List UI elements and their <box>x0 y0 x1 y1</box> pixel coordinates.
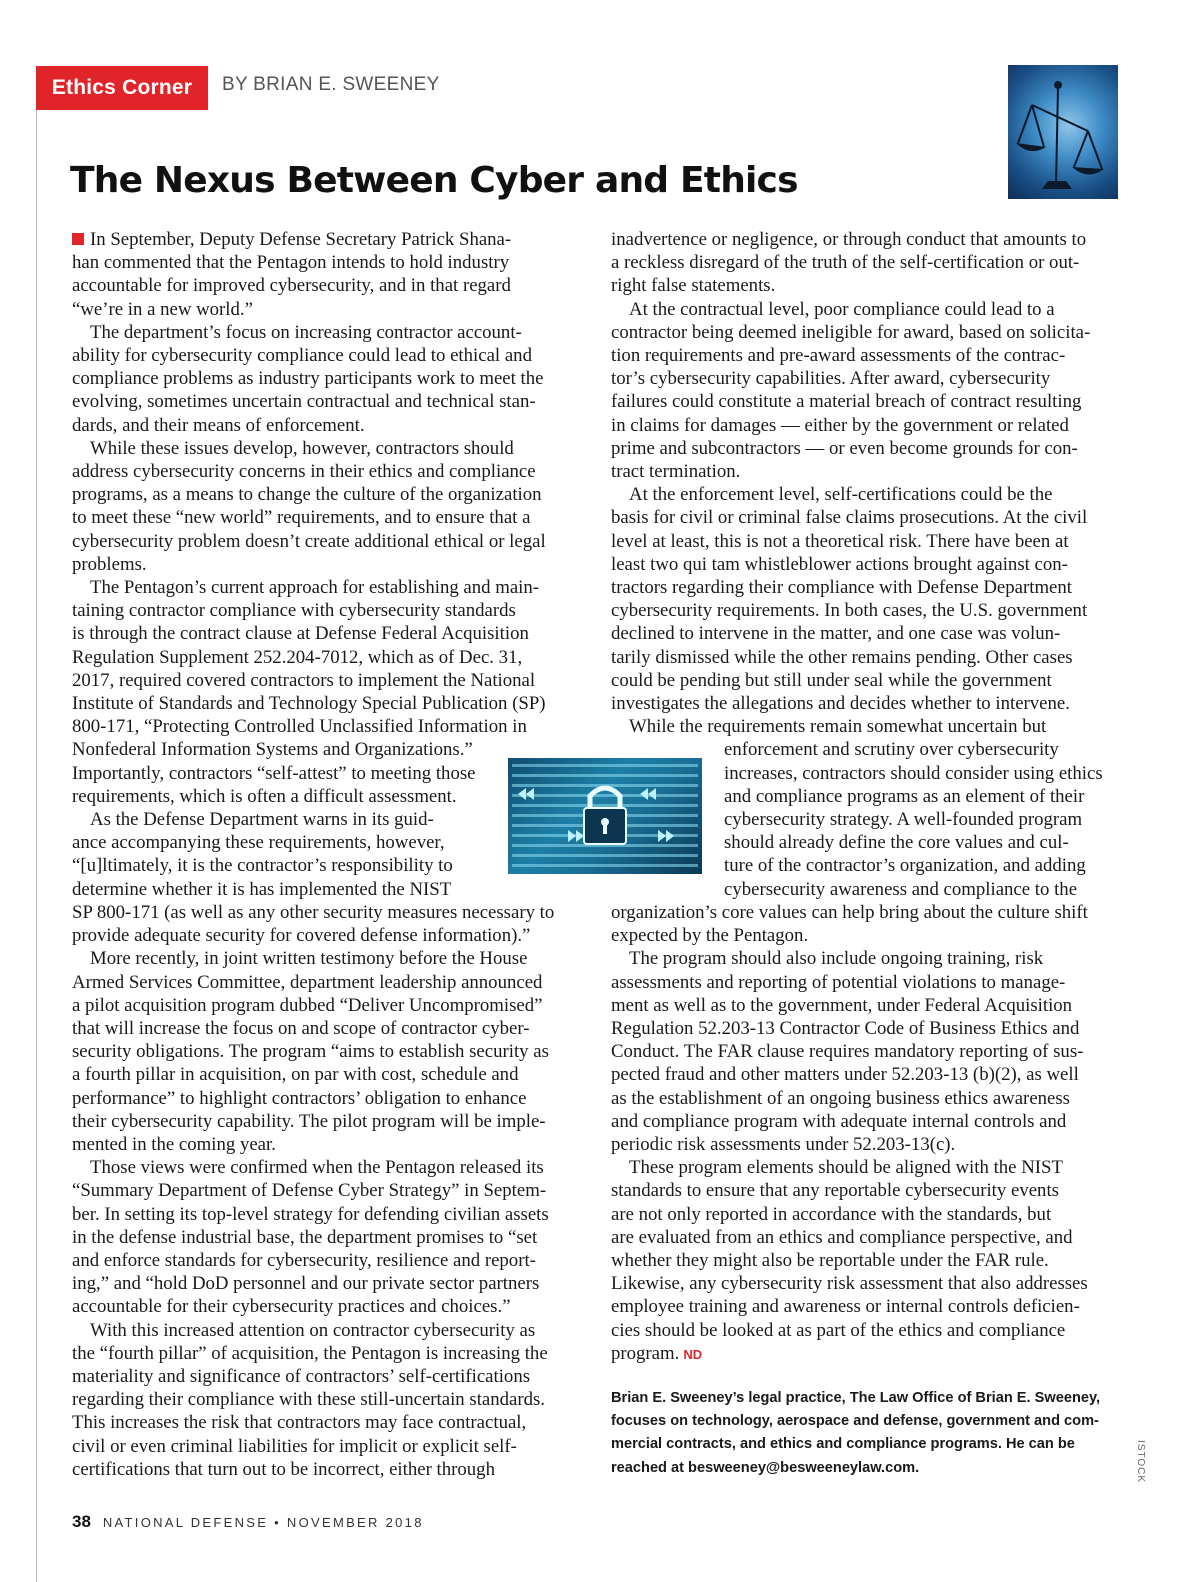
line-text: Regulation Supplement 252.204-7012, which as of Dec. 31, <box>72 646 523 668</box>
line-text: ability for cybersecurity compliance could lead to ethical and <box>72 345 532 367</box>
photo-credit: ISTOCK <box>1135 1440 1146 1484</box>
text-line <box>611 1342 1117 1366</box>
text-line <box>72 321 579 344</box>
text-line <box>72 506 579 529</box>
bio-line: mercial contracts, and ethics and compliance programs. He can be <box>611 1436 1075 1453</box>
line-text: requirements, which is often a difficult assessment. <box>72 785 457 807</box>
text-line <box>72 1133 579 1156</box>
line-text: certifications that turn out to be incorrect, either through <box>72 1458 495 1480</box>
line-text: This increases the risk that contractors may face contractual, <box>72 1412 527 1434</box>
article-title: The Nexus Between Cyber and Ethics <box>70 160 798 201</box>
text-line <box>611 947 1117 970</box>
line-text: Those views were confirmed when the Pentagon released its <box>90 1157 544 1179</box>
text-line <box>611 437 1117 460</box>
publication-info: NATIONAL DEFENSE • NOVEMBER 2018 <box>102 1515 424 1530</box>
binary-code-padlock-photo <box>508 758 702 874</box>
line-text: problems. <box>72 553 147 575</box>
text-line <box>72 367 579 390</box>
line-text: At the enforcement level, self-certifications could be the <box>629 484 1053 506</box>
text-line <box>611 1272 1117 1295</box>
author-bio <box>611 1387 1117 1480</box>
text-line <box>611 994 1117 1017</box>
line-text: The department’s focus on increasing contractor account- <box>90 321 522 343</box>
line-text: is through the contract clause at Defense Federal Acquisition <box>72 623 529 645</box>
line-text: programs, as a means to change the culture of the organization <box>72 484 542 506</box>
text-line <box>611 553 1117 576</box>
text-line <box>611 460 1117 483</box>
line-text: tractors regarding their compliance with Defense Department <box>611 577 1072 599</box>
line-text: ber. In setting its top-level strategy for defending civilian assets <box>72 1203 549 1225</box>
text-line <box>72 994 579 1017</box>
line-text: Importantly, contractors “self-attest” to meeting those <box>72 762 476 784</box>
line-text: enforcement and scrutiny over cybersecurity <box>724 739 1059 761</box>
line-text: and enforce standards for cybersecurity, resilience and report- <box>72 1249 536 1271</box>
line-text: performance” to highlight contractors’ obligation to enhance <box>72 1087 527 1109</box>
text-line <box>611 1226 1117 1249</box>
text-line <box>72 437 579 460</box>
left-margin-rule <box>36 66 37 1582</box>
text-line <box>611 878 1117 901</box>
line-text: the “fourth pillar” of acquisition, the Pentagon is increasing the <box>72 1342 548 1364</box>
text-line <box>72 530 579 553</box>
line-text: assessments and reporting of potential violations to manage- <box>611 971 1066 993</box>
line-text: could be pending but still under seal while the government <box>611 669 1052 691</box>
line-text: ance accompanying these requirements, however, <box>72 832 445 854</box>
line-text: “Summary Department of Defense Cyber Strategy” in Septem- <box>72 1180 547 1202</box>
line-text: As the Defense Department warns in its guid- <box>90 809 434 831</box>
line-text: Likewise, any cybersecurity risk assessment that also addresses <box>611 1273 1088 1295</box>
line-text: and compliance programs as an element of their <box>724 785 1085 807</box>
line-text: cybersecurity strategy. A well-founded program <box>724 809 1083 831</box>
line-text: security obligations. The program “aims to establish security as <box>72 1041 549 1063</box>
line-text: cybersecurity awareness and compliance to the <box>724 878 1078 900</box>
text-line <box>72 1087 579 1110</box>
line-text: accountable for their cybersecurity practices and choices.” <box>72 1296 511 1318</box>
text-line <box>72 414 579 437</box>
line-text: Regulation 52.203-13 Contractor Code of Business Ethics and <box>611 1017 1080 1039</box>
page-number: 38 <box>72 1512 91 1531</box>
line-text: The Pentagon’s current approach for establishing and main- <box>90 577 540 599</box>
text-line <box>611 1179 1117 1202</box>
line-text: While the requirements remain somewhat uncertain but <box>629 716 1047 738</box>
text-line <box>611 599 1117 622</box>
line-text: “[u]ltimately, it is the contractor’s responsibility to <box>72 855 453 877</box>
line-text: whether they might also be reportable under the FAR rule. <box>611 1249 1049 1271</box>
text-line <box>611 1133 1117 1156</box>
line-text: in the defense industrial base, the department promises to “set <box>72 1226 538 1248</box>
line-text: Conduct. The FAR clause requires mandatory reporting of sus- <box>611 1041 1084 1063</box>
line-text: should already define the core values and cul- <box>724 832 1069 854</box>
text-line <box>611 1087 1117 1110</box>
line-text: least two qui tam whistleblower actions brought against con- <box>611 553 1068 575</box>
line-text: pected fraud and other matters under 52.203-13 (b)(2), as well <box>611 1064 1079 1086</box>
text-line <box>72 344 579 367</box>
bio-line: focuses on technology, aerospace and defense, government and com- <box>611 1413 1099 1430</box>
line-text: and compliance program with adequate internal controls and <box>611 1110 1067 1132</box>
line-text: expected by the Pentagon. <box>611 925 809 947</box>
line-text: investigates the allegations and decides whether to intervene. <box>611 693 1070 715</box>
line-text: At the contractual level, poor compliance could lead to a <box>629 298 1055 320</box>
text-line <box>72 831 579 854</box>
line-text: “we’re in a new world.” <box>72 298 253 320</box>
text-line <box>72 483 579 506</box>
line-text: right false statements. <box>611 275 776 297</box>
line-text: in claims for damages — either by the government or related <box>611 414 1069 436</box>
line-text: contractor being deemed ineligible for award, based on solicita- <box>611 321 1091 343</box>
text-line <box>72 878 579 901</box>
line-text: Armed Services Committee, department leadership announced <box>72 971 543 993</box>
text-line <box>611 530 1117 553</box>
text-line <box>72 1249 579 1272</box>
text-line <box>611 506 1117 529</box>
line-text: While these issues develop, however, contractors should <box>90 437 514 459</box>
text-line <box>72 251 579 274</box>
line-text: a reckless disregard of the truth of the self-certification or out- <box>611 252 1080 274</box>
text-line <box>611 901 1117 924</box>
text-line <box>72 971 579 994</box>
line-text: employee training and awareness or internal controls deficien- <box>611 1296 1080 1318</box>
line-text: increases, contractors should consider using ethics <box>724 762 1103 784</box>
text-line <box>72 1226 579 1249</box>
text-line <box>611 228 1117 251</box>
line-text: compliance problems as industry participants work to meet the <box>72 368 544 390</box>
text-line <box>72 1411 579 1434</box>
text-line <box>611 344 1117 367</box>
line-text: inadvertence or negligence, or through conduct that amounts to <box>611 229 1087 250</box>
text-line <box>611 414 1117 437</box>
page-footer <box>72 1512 424 1532</box>
line-text: The program should also include ongoing training, risk <box>629 948 1044 970</box>
line-text: More recently, in joint written testimony before the House <box>90 948 528 970</box>
text-line <box>72 924 579 947</box>
text-line <box>72 854 579 877</box>
line-text: ing,” and “hold DoD personnel and our private sector partners <box>72 1273 540 1295</box>
line-text: han commented that the Pentagon intends to hold industry <box>72 252 510 274</box>
line-text: a fourth pillar in acquisition, on par with cost, schedule and <box>72 1064 519 1086</box>
text-line <box>611 646 1117 669</box>
line-text: periodic risk assessments under 52.203-13(c). <box>611 1133 956 1155</box>
text-line <box>611 1017 1117 1040</box>
text-line <box>72 553 579 576</box>
text-line <box>72 785 579 808</box>
line-text: are not only reported in accordance with the standards, but <box>611 1203 1052 1225</box>
text-line <box>611 1156 1117 1179</box>
text-line <box>72 1063 579 1086</box>
byline: BY BRIAN E. SWEENEY <box>222 74 440 95</box>
text-line <box>611 1110 1117 1133</box>
line-text: civil or even criminal liabilities for implicit or explicit self- <box>72 1435 517 1457</box>
line-text: materiality and significance of contractors’ self-certifications <box>72 1365 531 1387</box>
text-line <box>611 1249 1117 1272</box>
line-text: address cybersecurity concerns in their ethics and compliance <box>72 461 536 483</box>
line-text: standards to ensure that any reportable cybersecurity events <box>611 1180 1059 1202</box>
text-line <box>611 971 1117 994</box>
line-text: provide adequate security for covered defense information).” <box>72 925 531 947</box>
text-line <box>72 1272 579 1295</box>
line-text: organization’s core values can help bring about the culture shift <box>611 901 1088 923</box>
line-text: Nonfederal Information Systems and Organizations.” <box>72 739 473 761</box>
text-line <box>72 1203 579 1226</box>
line-text: tion requirements and pre-award assessments of the contrac- <box>611 345 1066 367</box>
line-text: SP 800-171 (as well as any other security measures necessary to <box>72 901 555 923</box>
text-line <box>72 762 579 785</box>
line-text: their cybersecurity capability. The pilot program will be imple- <box>72 1110 546 1132</box>
padlock-icon <box>508 758 702 874</box>
line-text: level at least, this is not a theoretical risk. There have been at <box>611 530 1069 552</box>
text-line <box>72 1156 579 1179</box>
text-line <box>72 1295 579 1318</box>
line-text: dards, and their means of enforcement. <box>72 414 365 436</box>
text-line <box>611 390 1117 413</box>
text-line <box>72 1017 579 1040</box>
line-text: program. <box>611 1342 680 1364</box>
left-column <box>72 228 579 1481</box>
line-text: declined to intervene in the matter, and one case was volun- <box>611 623 1061 645</box>
line-text: tor’s cybersecurity capabilities. After award, cybersecurity <box>611 368 1051 390</box>
line-text: failures could constitute a material breach of contract resulting <box>611 391 1082 413</box>
line-text: tarily dismissed while the other remains pending. Other cases <box>611 646 1073 668</box>
text-line <box>72 1458 579 1481</box>
line-text: With this increased attention on contractor cybersecurity as <box>90 1319 536 1341</box>
line-text: mented in the coming year. <box>72 1133 276 1155</box>
scales-icon <box>1008 65 1118 199</box>
text-line <box>611 576 1117 599</box>
text-line <box>611 715 1117 738</box>
text-line <box>72 274 579 297</box>
scales-of-justice-photo <box>1008 65 1118 199</box>
text-line <box>72 669 579 692</box>
text-line <box>72 460 579 483</box>
text-line <box>611 1319 1117 1342</box>
text-line <box>72 390 579 413</box>
text-line <box>72 1040 579 1063</box>
text-line <box>72 228 579 251</box>
text-line <box>72 1342 579 1365</box>
text-line <box>72 1435 579 1458</box>
end-mark: ND <box>683 1346 703 1362</box>
bio-line: Brian E. Sweeney’s legal practice, The Law Office of Brian E. Sweeney, <box>611 1390 1101 1406</box>
line-text: Institute of Standards and Technology Special Publication (SP) <box>72 693 546 715</box>
text-line <box>72 738 579 761</box>
text-line <box>72 947 579 970</box>
text-line <box>72 646 579 669</box>
text-line <box>611 669 1117 692</box>
text-line <box>611 622 1117 645</box>
text-line <box>611 274 1117 297</box>
text-line <box>611 1295 1117 1318</box>
text-line <box>72 1110 579 1133</box>
bio-line: reached at besweeney@besweeneylaw.com. <box>611 1459 920 1476</box>
line-text: prime and subcontractors — or even become grounds for con- <box>611 437 1078 459</box>
text-line <box>72 599 579 622</box>
text-line <box>611 692 1117 715</box>
text-line <box>72 298 579 321</box>
line-text: These program elements should be aligned with the NIST <box>629 1157 1063 1179</box>
line-text: basis for civil or criminal false claims prosecutions. At the civil <box>611 507 1088 529</box>
start-marker-square <box>72 233 84 245</box>
text-line <box>72 715 579 738</box>
text-line <box>72 622 579 645</box>
text-line <box>611 1203 1117 1226</box>
line-text: cies should be looked at as part of the ethics and compliance <box>611 1319 1066 1341</box>
line-text: In September, Deputy Defense Secretary Patrick Shana- <box>90 229 512 250</box>
line-text: a pilot acquisition program dubbed “Deliver Uncompromised” <box>72 994 543 1016</box>
line-text: accountable for improved cybersecurity, and in that regard <box>72 275 511 297</box>
text-line <box>72 692 579 715</box>
line-text: that will increase the focus on and scope of contractor cyber- <box>72 1017 530 1039</box>
line-text: to meet these “new world” requirements, and to ensure that a <box>72 507 531 529</box>
line-text: ment as well as to the government, under Federal Acquisition <box>611 994 1073 1016</box>
text-line <box>611 924 1117 947</box>
line-text: as the establishment of an ongoing business ethics awareness <box>611 1087 1070 1109</box>
text-line <box>72 808 579 831</box>
text-line <box>72 576 579 599</box>
line-text: tract termination. <box>611 461 741 483</box>
text-line <box>72 901 579 924</box>
line-text: 2017, required covered contractors to implement the National <box>72 669 536 691</box>
section-tag: Ethics Corner <box>36 66 208 110</box>
text-line <box>72 1388 579 1411</box>
text-line <box>611 1063 1117 1086</box>
text-line <box>611 298 1117 321</box>
text-line <box>72 1179 579 1202</box>
line-text: regarding their compliance with these still-uncertain standards. <box>72 1389 546 1411</box>
line-text: are evaluated from an ethics and compliance perspective, and <box>611 1226 1073 1248</box>
line-text: 800-171, “Protecting Controlled Unclassified Information in <box>72 716 527 738</box>
line-text: evolving, sometimes uncertain contractual and technical stan- <box>72 391 536 413</box>
line-text: cybersecurity requirements. In both cases, the U.S. government <box>611 600 1088 622</box>
line-text: determine whether it is has implemented the NIST <box>72 878 452 900</box>
line-text: taining contractor compliance with cybersecurity standards <box>72 600 516 622</box>
text-line <box>611 483 1117 506</box>
text-line <box>72 1365 579 1388</box>
text-line <box>611 1040 1117 1063</box>
line-text: cybersecurity problem doesn’t create additional ethical or legal <box>72 530 546 552</box>
text-line <box>611 251 1117 274</box>
text-line <box>611 321 1117 344</box>
text-line <box>611 367 1117 390</box>
text-line <box>72 1319 579 1342</box>
line-text: ture of the contractor’s organization, and adding <box>724 855 1086 877</box>
